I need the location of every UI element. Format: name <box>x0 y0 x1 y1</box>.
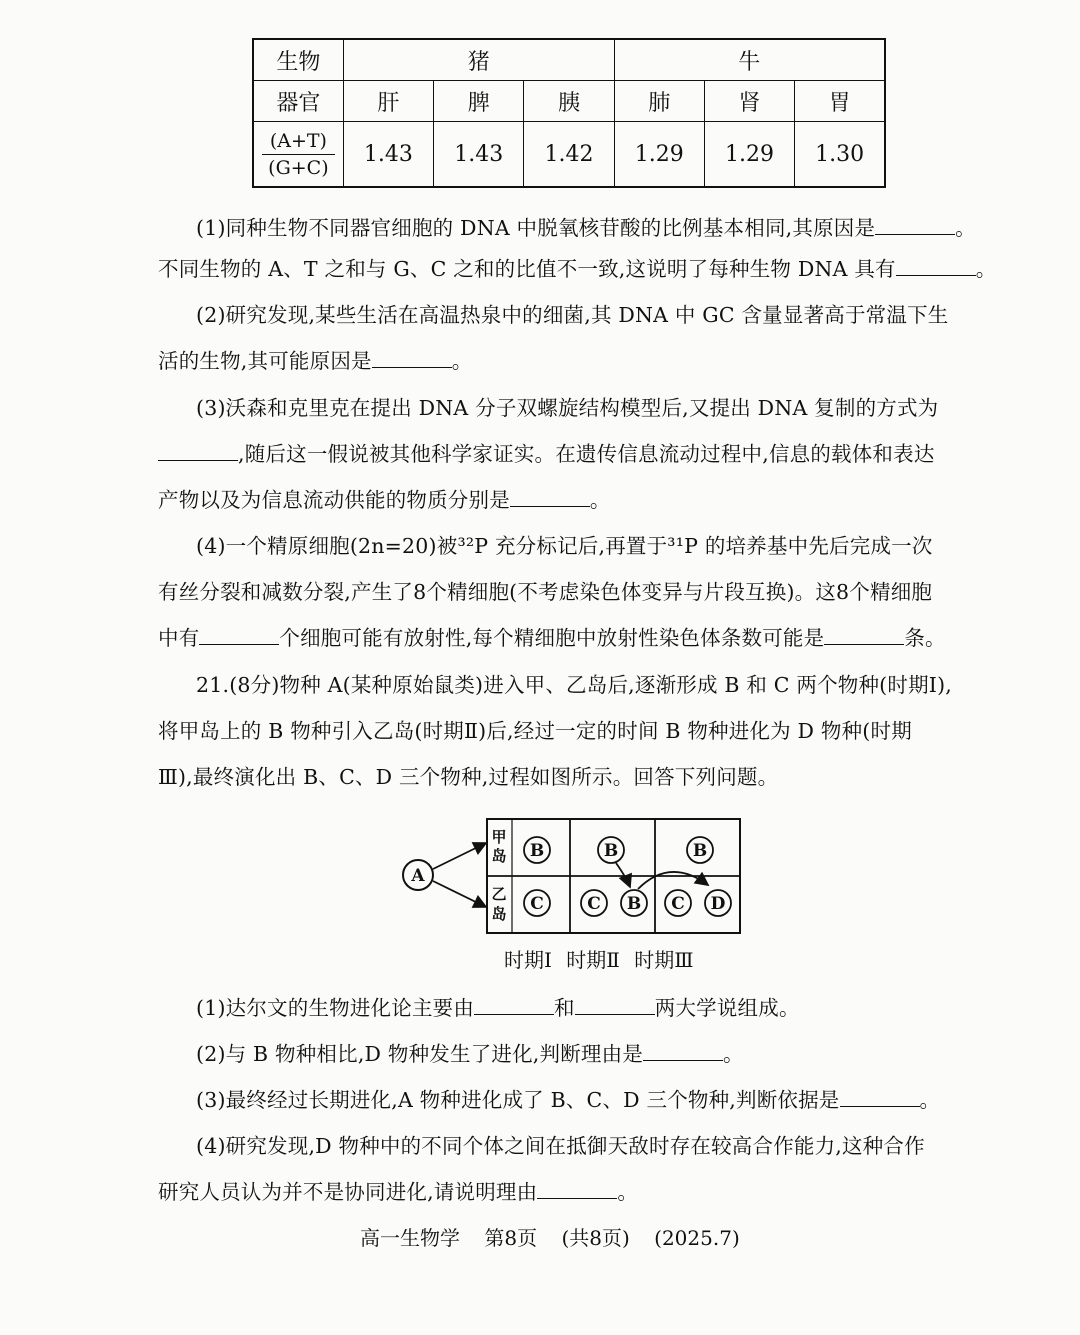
species-d-label: D <box>710 894 726 914</box>
q20-part2-line1: (2)研究发现,某些生活在高温热泉中的细菌,其 DNA 中 GC 含量显著高于常温下生 <box>196 303 949 327</box>
dna-ratio-table <box>252 38 886 188</box>
island-yi-label-1: 乙 <box>491 885 507 903</box>
q20-part1-line2: 不同生物的 A、T 之和与 G、C 之和的比值不一致,这说明了每种生物 DNA 具有 。 <box>158 257 997 281</box>
answer-blank[interactable] <box>474 996 554 1015</box>
q20-part3-line3: 产物以及为信息流动供能的物质分别是 。 <box>158 488 611 512</box>
q21-sub4-line1: (4)研究发现,D 物种中的不同个体之间在抵御天敌时存在较高合作能力,这种合作 <box>196 1134 925 1158</box>
q20-part4-line3: 中有 个细胞可能有放射性,每个精细胞中放射性染色体条数可能是 条。 <box>158 626 946 650</box>
header-ratio <box>253 122 343 188</box>
q20-part4-line2: 有丝分裂和减数分裂,产生了8个精细胞(不考虑染色体变异与片段互换)。这8个精细胞 <box>158 580 933 604</box>
period-3-label: 时期Ⅲ <box>634 948 694 972</box>
species-b-label: B <box>603 841 619 861</box>
footer-total: (共8页) <box>561 1226 630 1250</box>
arrow-b-to-d <box>638 872 708 889</box>
q21-intro-line3: Ⅲ),最终演化出 B、C、D 三个物种,过程如图所示。回答下列问题。 <box>158 765 779 789</box>
value-liver: 1.43 <box>343 122 433 188</box>
answer-blank[interactable] <box>372 349 452 368</box>
q20-part3-line2: ,随后这一假说被其他科学家证实。在遗传信息流动过程中,信息的载体和表达 <box>158 439 988 469</box>
q20-part2-line2: 活的生物,其可能原因是 。 <box>158 349 473 373</box>
q21-intro-line1: 21.(8分)物种 A(某种原始鼠类)进入甲、乙岛后,逐渐形成 B 和 C 两个物种(时期Ⅰ), <box>196 673 952 697</box>
species-b-label: B <box>529 841 545 861</box>
q21-intro-line2: 将甲岛上的 B 物种引入乙岛(时期Ⅱ)后,经过一定的时间 B 物种进化为 D 物种(时期 <box>158 719 912 743</box>
answer-blank[interactable] <box>896 257 976 276</box>
species-b-label: B <box>626 894 642 914</box>
organ-stomach: 胃 <box>795 81 885 122</box>
period-2-label: 时期Ⅱ <box>566 948 620 972</box>
answer-blank[interactable] <box>575 996 655 1015</box>
arrow-a-to-yi <box>433 881 486 907</box>
header-organ: 器官 <box>253 81 343 122</box>
organism-pig: 猪 <box>343 39 614 81</box>
value-pancreas: 1.42 <box>524 122 614 188</box>
organ-kidney: 肾 <box>704 81 794 122</box>
value-kidney: 1.29 <box>704 122 794 188</box>
organ-pancreas: 胰 <box>524 81 614 122</box>
species-c-label: C <box>587 894 601 914</box>
species-a-label: A <box>411 866 425 886</box>
q21-sub3: (3)最终经过长期进化,A 物种进化成了 B、C、D 三个物种,判断依据是 。 <box>196 1088 941 1112</box>
diagram-periods-caption <box>504 944 694 973</box>
table-row-organ <box>253 81 885 122</box>
species-c-label: C <box>530 894 544 914</box>
value-lung: 1.29 <box>614 122 704 188</box>
organ-spleen: 脾 <box>434 81 524 122</box>
header-organism: 生物 <box>253 39 343 81</box>
island-jia-label-1: 甲 <box>491 828 507 846</box>
page-footer <box>360 1222 758 1251</box>
island-jia-label-2: 岛 <box>491 847 507 865</box>
answer-blank[interactable] <box>537 1180 617 1199</box>
q20-part3-line1: (3)沃森和克里克在提出 DNA 分子双螺旋结构模型后,又提出 DNA 复制的方式为 <box>196 396 939 420</box>
island-yi-label-2: 岛 <box>491 905 507 923</box>
ratio-denominator: (G+C) <box>268 156 329 179</box>
footer-page: 第8页 <box>484 1226 538 1250</box>
answer-blank[interactable] <box>840 1088 920 1107</box>
answer-blank[interactable] <box>875 216 955 235</box>
footer-date: (2025.7) <box>654 1226 740 1250</box>
q21-sub2: (2)与 B 物种相比,D 物种发生了进化,判断理由是 。 <box>196 1042 744 1066</box>
answer-blank[interactable] <box>643 1042 723 1061</box>
ratio-fraction <box>262 128 334 181</box>
answer-blank[interactable] <box>824 626 904 645</box>
arrow-a-to-jia <box>433 843 486 869</box>
value-stomach: 1.30 <box>795 122 885 188</box>
ratio-numerator: (A+T) <box>262 128 334 155</box>
table-row-ratio <box>253 122 885 188</box>
arrow-b-migration <box>616 863 630 887</box>
answer-blank[interactable] <box>158 442 238 461</box>
q21-sub4-line2: 研究人员认为并不是协同进化,请说明理由 。 <box>158 1180 639 1204</box>
q21-sub1: (1)达尔文的生物进化论主要由 和 两大学说组成。 <box>196 996 800 1020</box>
answer-blank[interactable] <box>510 488 590 507</box>
value-spleen: 1.43 <box>434 122 524 188</box>
table-row-organism <box>253 39 885 81</box>
species-b-label: B <box>692 841 708 861</box>
organ-lung: 肺 <box>614 81 704 122</box>
answer-blank[interactable] <box>199 626 279 645</box>
organism-cow: 牛 <box>614 39 885 81</box>
footer-subject: 高一生物学 <box>360 1226 460 1250</box>
q20-part4-line1: (4)一个精原细胞(2n=20)被³²P 充分标记后,再置于³¹P 的培养基中先后完成一次 <box>196 534 933 558</box>
species-c-label: C <box>671 894 685 914</box>
q20-part1-line1: (1)同种生物不同器官细胞的 DNA 中脱氧核苷酸的比例基本相同,其原因是 。 <box>196 216 976 240</box>
organ-liver: 肝 <box>343 81 433 122</box>
period-1-label: 时期Ⅰ <box>504 948 552 972</box>
